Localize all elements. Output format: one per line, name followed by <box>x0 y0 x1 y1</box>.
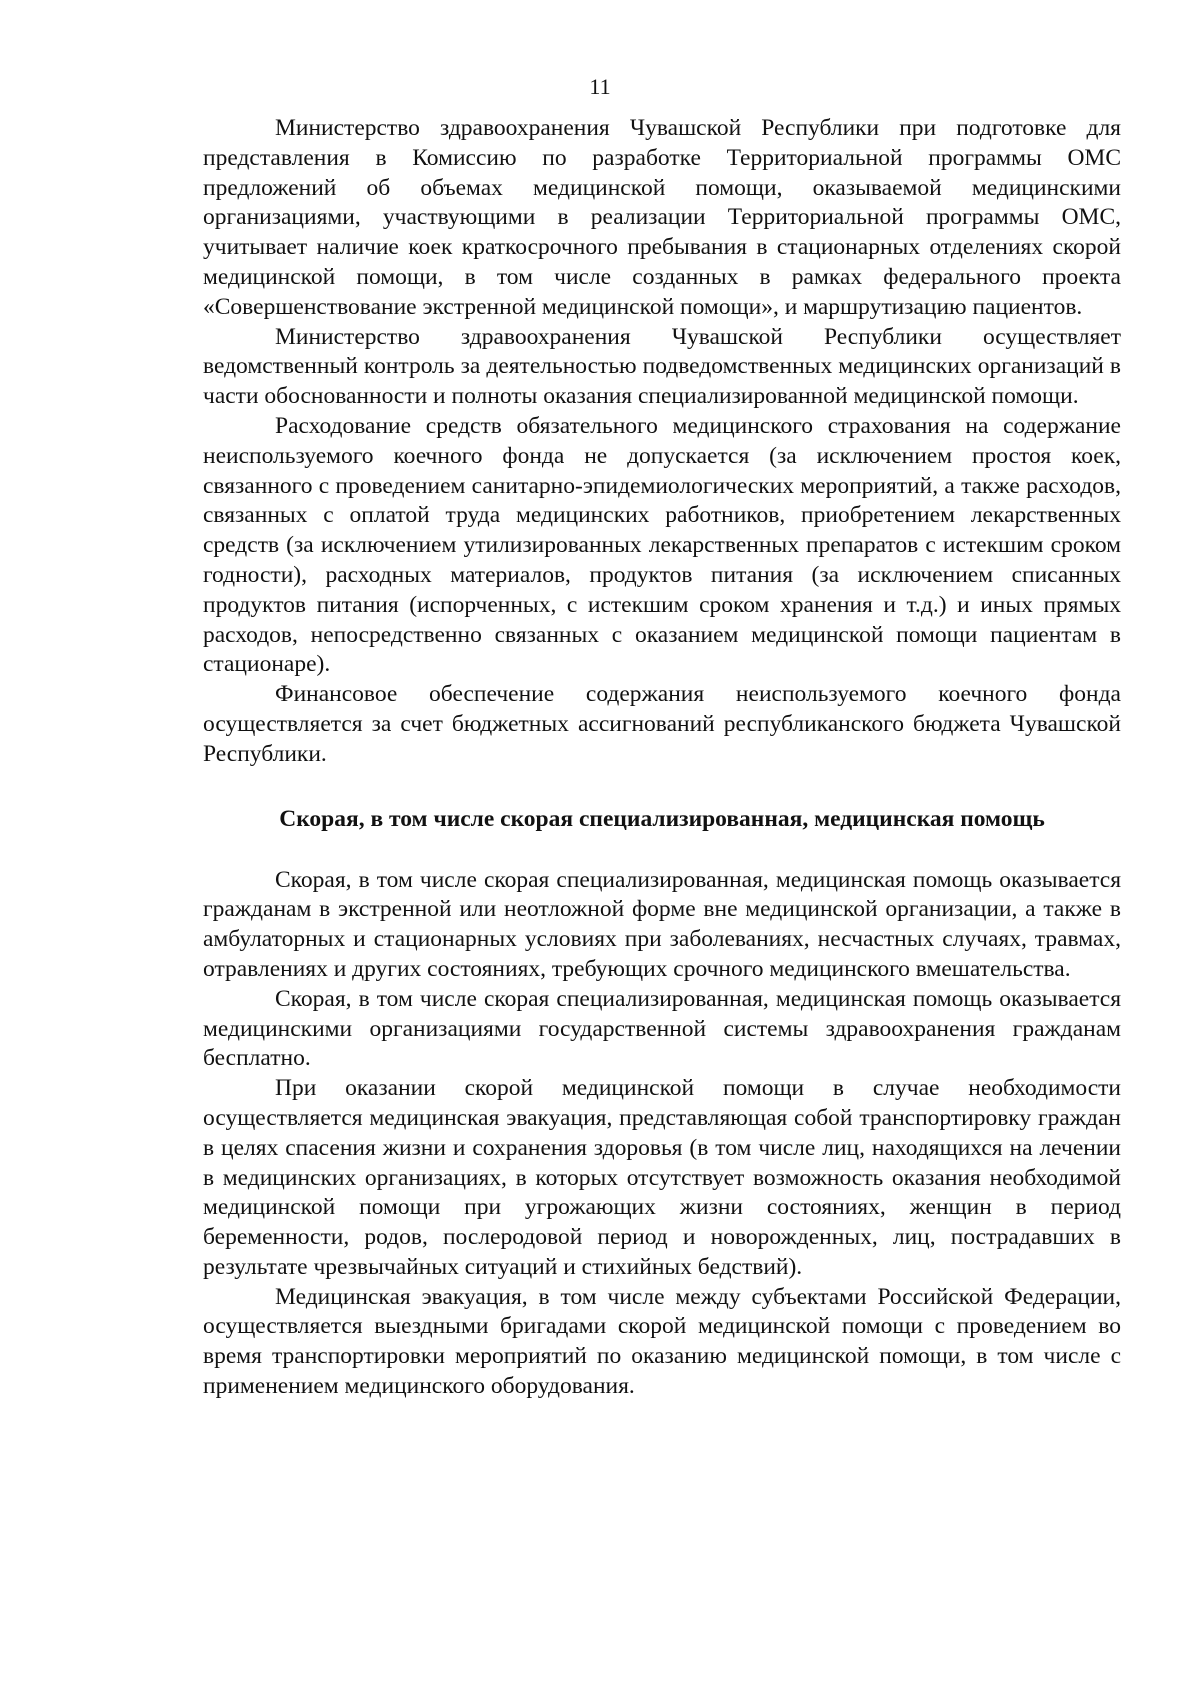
page-number: 11 <box>589 74 611 99</box>
paragraph-emergency-care-free: Скорая, в том числе скорая специализированная, медицинская помощь оказывается медицинскими организациями государственной системы здравоохранения гражданам бесплатно. <box>203 985 1121 1072</box>
paragraph-evacuation-between-regions: Медицинская эвакуация, в том числе между субъектами Российской Федерации, осуществляется выездными бригадами скорой медицинской помощи с проведением во время транспортировки мероприятий по оказанию медицинской помощи, в том числе с применением медицинского оборудования. <box>203 1283 1121 1400</box>
paragraph-departmental-control: Министерство здравоохранения Чувашской Республики осуществляет ведомственный контроль за деятельностью подведомственных медицинских организаций в части обоснованности и полноты оказания специализированной медицинской помощи. <box>203 323 1121 410</box>
paragraph-financial-support: Финансовое обеспечение содержания неиспользуемого коечного фонда осуществляется за счет бюджетных ассигнований республиканского бюджета Чувашской Республики. <box>203 681 1121 767</box>
paragraph-emergency-care-definition: Скорая, в том числе скорая специализированная, медицинская помощь оказывается гражданам в экстренной или неотложной форме вне медицинской организации, а также в амбулаторных и стационарных условиях при заболеваниях, несчастных случаях, травмах, отравлениях и других состояниях, требующих срочного медицинского вмешательства. <box>203 866 1121 982</box>
paragraph-spending-restrictions: Расходование средств обязательного медицинского страхования на содержание неиспользуемого коечного фонда не допускается (за исключением простоя коек, связанного с проведением санитарно-эпидемиологических мероприятий, а также расходов, связанных с оплатой труда медицинских работников, приобретением лекарственных средств (за исключением утилизированных лекарственных препаратов с истекшим сроком годности), расходных материалов, продуктов питания (за исключением списанных продуктов питания (испорченных, с истекшим сроком хранения и т.д.) и иных прямых расходов, непосредственно связанных с оказанием медицинской помощи пациентам в стационаре). <box>203 412 1121 678</box>
document-body <box>203 114 1121 1402</box>
paragraph-oms-beds: Министерство здравоохранения Чувашской Республики при подготовке для представления в Комиссию по разработке Территориальной программы ОМС предложений об объемах медицинской помощи, оказываемой медицинскими организациями, участвующими в реализации Территориальной программы ОМС, учитывает наличие коек краткосрочного пребывания в стационарных отделениях скорой медицинской помощи, в том числе созданных в рамках федерального проекта «Совершенствование экстренной медицинской помощи», и маршрутизацию пациентов. <box>203 115 1121 320</box>
paragraph-medical-evacuation: При оказании скорой медицинской помощи в случае необходимости осуществляется медицинская эвакуация, представляющая собой транспортировку граждан в целях спасения жизни и сохранения здоровья (в том числе лиц, находящихся на лечении в медицинских организациях, в которых отсутствует возможность оказания необходимой медицинской помощи при угрожающих жизни состояниях, женщин в период беременности, родов, послеродовой период и новорожденных, лиц, пострадавших в результате чрезвычайных ситуаций и стихийных бедствий). <box>203 1075 1121 1280</box>
section-heading-emergency-care: Скорая, в том числе скорая специализированная, медицинская помощь <box>279 805 1045 832</box>
